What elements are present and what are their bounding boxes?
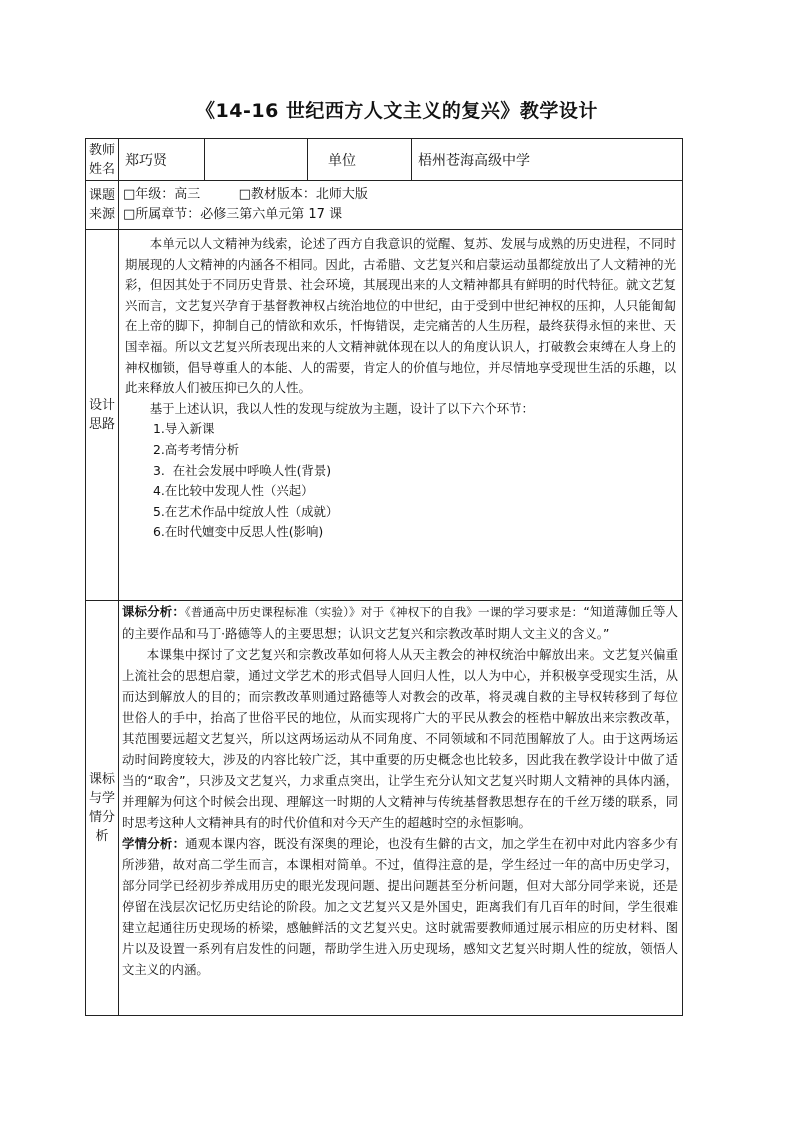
- teacher-name: 郑巧贤: [119, 139, 205, 181]
- design-paragraph-2: 基于上述认识，我以人性的发现与绽放为主题，设计了以下六个环节：: [149, 400, 534, 416]
- curriculum-reference: 《普通高中历史课程标准（实验）》对于《神权下的自我》一课的学习要求是：: [185, 605, 584, 619]
- source-line-1: [119, 185, 682, 205]
- lesson-plan-table: [85, 138, 683, 1016]
- edition-checkbox[interactable]: □教材版本：北师大版: [238, 187, 368, 202]
- curriculum-requirement: “知道薄伽丘等人的主要作品和马丁·路德等人的主要思想；认识文艺复兴和宗教改革时期人文主义的含义。”: [122, 604, 679, 641]
- curriculum-heading: 课标分析：: [122, 604, 186, 619]
- design-step-4: 4.在比较中发现人性（兴起）: [153, 483, 314, 499]
- design-step-5: 5.在艺术作品中绽放人性（成就）: [153, 503, 339, 519]
- design-step-6: 6.在时代嬗变中反思人性(影响): [153, 524, 324, 540]
- header-row: [86, 139, 683, 181]
- design-label: 设计思路: [86, 230, 119, 601]
- design-step-1: 1.导入新课: [153, 421, 215, 437]
- student-analysis: [122, 833, 678, 980]
- teacher-label: 教师姓名: [86, 139, 119, 181]
- page-title: 《14-16 世纪西方人文主义的复兴》教学设计: [196, 100, 598, 122]
- chapter-checkbox[interactable]: □所属章节：必修三第六单元第 17 课: [123, 207, 343, 222]
- source-label: 课题来源: [86, 181, 119, 230]
- student-heading: 学情分析：: [122, 836, 186, 851]
- source-line-2: [119, 205, 682, 225]
- student-body: 通观本课内容，既没有深奥的理论，也没有生僻的古文，加之学生在初中对此内容多少有所涉猎，故对高二学生而言，本课相对简单。不过，值得注意的是，学生经过一年的高中历史学习，部分同学已经初步养成用历史的眼光发现问题、提出问题甚至分析问题，但对大部分同学来说，还是停留在浅层次记忆历史结论的阶段。加之文艺复兴又是外国史，距离我们有几百年的时间，学生很难建立起通往历史现场的桥梁，感触鲜活的文艺复兴史。这时就需要教师通过展示相应的历史材料、图片以及设置一系列有启发性的问题，帮助学生进入历史现场，感知文艺复兴时期人性的绽放，领悟人文主义的内涵。: [122, 836, 679, 977]
- curriculum-analysis: [122, 601, 678, 644]
- design-paragraph-1: 本单元以人文精神为线索，论述了西方自我意识的觉醒、复苏、发展与成熟的历史进程，不同时期展现的人文精神的内涵各不相同。因此，古希腊、文艺复兴和启蒙运动虽都绽放出了人文精神的光彩，但因其处于不同历史背景、社会环境，其展现出来的人文精神都具有鲜明的时代特征。就文艺复兴而言，文艺复兴孕育于基督教神权占统治地位的中世纪，由于受到中世纪神权的压抑，人只能匍匐在上帝的脚下，抑制自己的情欲和欢乐，忏悔错误，走完痛苦的人生历程，最终获得永恒的来世、天国幸福。所以文艺复兴所表现出来的人文精神就体现在以人的角度认识人，打破教会束缚在人身上的神权枷锁，倡导尊重人的本能、人的需要，肯定人的价值与地位，并尽情地享受现世生活的乐趣，以此来释放人们被压抑已久的人性。: [125, 236, 676, 396]
- unit-value: 梧州苍海高级中学: [412, 139, 683, 181]
- design-step-3: 3. 在社会发展中呼唤人性(背景): [153, 462, 332, 478]
- design-step-2: 2.高考考情分析: [153, 441, 240, 457]
- curriculum-body: 本课集中探讨了文艺复兴和宗教改革如何将人从天主教会的神权统治中解放出来。文艺复兴偏重上流社会的思想启蒙，通过文学艺术的形式倡导人回归人性，以人为中心，并积极享受现实生活，从而达到解放人的目的；而宗教改革则通过路德等人对教会的改革，将灵魂自救的主导权转移到了每位世俗人的手中，抬高了世俗平民的地位，从而实现将广大的平民从教会的桎梏中解放出来宗教改革，其范围要远超文艺复兴，所以这两场运动从不同角度、不同领域和不同范围解放了人。由于这两场运动时间跨度较大，涉及的内容比较广泛，其中重要的历史概念也比较多，因此我在教学设计中做了适当的“取舍”，只涉及文艺复兴，力求重点突出，让学生充分认知文艺复兴时期人文精神的具体内涵，并理解为何这个时候会出现、理解这一时期的人文精神与传统基督教思想存在的千丝万缕的联系，同时思考这种人文精神具有的时代价值和对今天产生的超越时空的永恒影响。: [122, 647, 678, 830]
- analysis-row: [86, 601, 683, 1016]
- design-row: [86, 230, 683, 601]
- source-row: [86, 181, 683, 230]
- analysis-label: 课标与学情分析: [86, 601, 119, 1016]
- grade-checkbox[interactable]: □年级：高三: [123, 187, 201, 202]
- unit-label: 单位: [308, 139, 412, 181]
